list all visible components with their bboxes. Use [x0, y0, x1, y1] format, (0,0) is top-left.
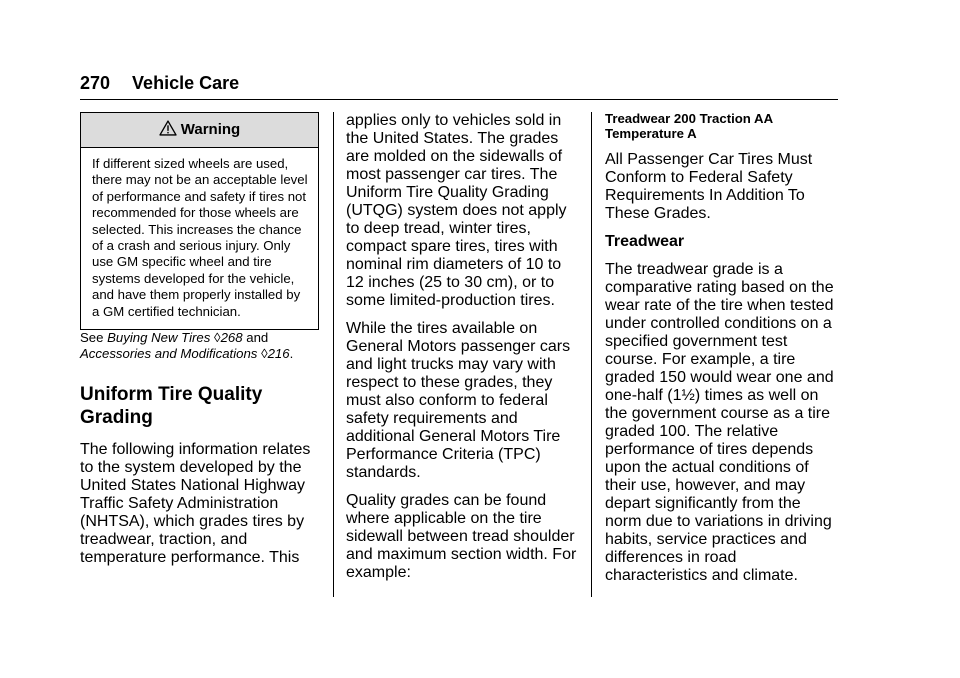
link-buying-new-tires[interactable]: Buying New Tires	[107, 330, 211, 346]
link-accessories-modifications[interactable]: Accessories and Modifications	[80, 346, 258, 362]
column-divider-1	[333, 112, 334, 597]
see-and: and	[246, 330, 269, 346]
see-reference: See Buying New Tires ◊268 and Accessories and Modifications ◊216.	[80, 330, 294, 362]
treadwear-paragraph: The treadwear grade is a comparative rating based on the wear rate of the tire when tested under controlled conditions on a specified government test course. For example, a tire graded 150 would wear one and one-half (1½) times as well on the government course as a tire graded 100. The relative performance of tires depends upon the actual conditions of their use, however, and may depart significantly from the norm due to variations in driving habits, service practices and differences in road characteristics and climate.	[605, 261, 834, 584]
column-1	[80, 112, 320, 577]
col2-paragraph-2: While the tires available on General Motors passenger cars and light trucks may vary with respect to these grades, they must also conform to federal safety requirements and additional General Motors Tire Performance Criteria (TPC) standards.	[346, 320, 571, 481]
warning-triangle-icon	[159, 120, 177, 136]
page-ref-icon: ◊	[261, 346, 268, 362]
page-number: 270	[80, 73, 111, 93]
warning-text: If different sized wheels are used, there may not be an acceptable level of performance and safety if tires not recommended for those wheels are selected. This increases the chance of a crash and serious injury. Only use GM specific wheel and tire systems developed for the vehicle, and have them properly installed by a GM certified technician.	[92, 156, 308, 319]
column-divider-2	[591, 112, 592, 597]
grade-example	[605, 112, 841, 141]
page-header	[80, 72, 239, 94]
column-2	[346, 112, 578, 592]
section-name: Vehicle Care	[132, 73, 240, 93]
conformance-note: All Passenger Car Tires Must Conform to Federal Safety Requirements In Addition To These Grades.	[605, 151, 813, 222]
section-title: Uniform Tire Quality Grading	[80, 383, 263, 428]
col2-paragraph-3: Quality grades can be found where applicable on the tire sidewall between tread shoulder and maximum section width. For example:	[346, 492, 577, 581]
col2-paragraph-1: applies only to vehicles sold in the United States. The grades are molded on the sidewalls of most passenger car tires. The Uniform Tire Quality Grading (UTQG) system does not apply to deep tread, winter tires, compact spare tires, tires with nominal rim diameters of 10 to 12 inches (25 to 30 cm), or to some limited-production tires.	[346, 112, 567, 309]
page-ref-1[interactable]: 268	[220, 330, 243, 346]
column-3	[605, 112, 841, 595]
treadwear-heading: Treadwear	[605, 233, 685, 250]
warning-header	[81, 113, 318, 148]
page-ref-icon: ◊	[214, 330, 221, 346]
grade-example-line-2: Temperature A	[605, 125, 697, 141]
page-ref-2[interactable]: 216	[267, 346, 290, 362]
col1-paragraph: The following information relates to the system developed by the United States National Highway Traffic Safety Administration (NHTSA), which grades tires by treadwear, traction, and temperature performance. This	[80, 440, 311, 566]
see-prefix: See	[80, 330, 104, 346]
warning-box	[80, 112, 319, 330]
header-rule	[80, 99, 838, 100]
warning-title: Warning	[180, 121, 241, 138]
grade-example-line-1: Treadwear 200 Traction AA	[605, 111, 774, 126]
